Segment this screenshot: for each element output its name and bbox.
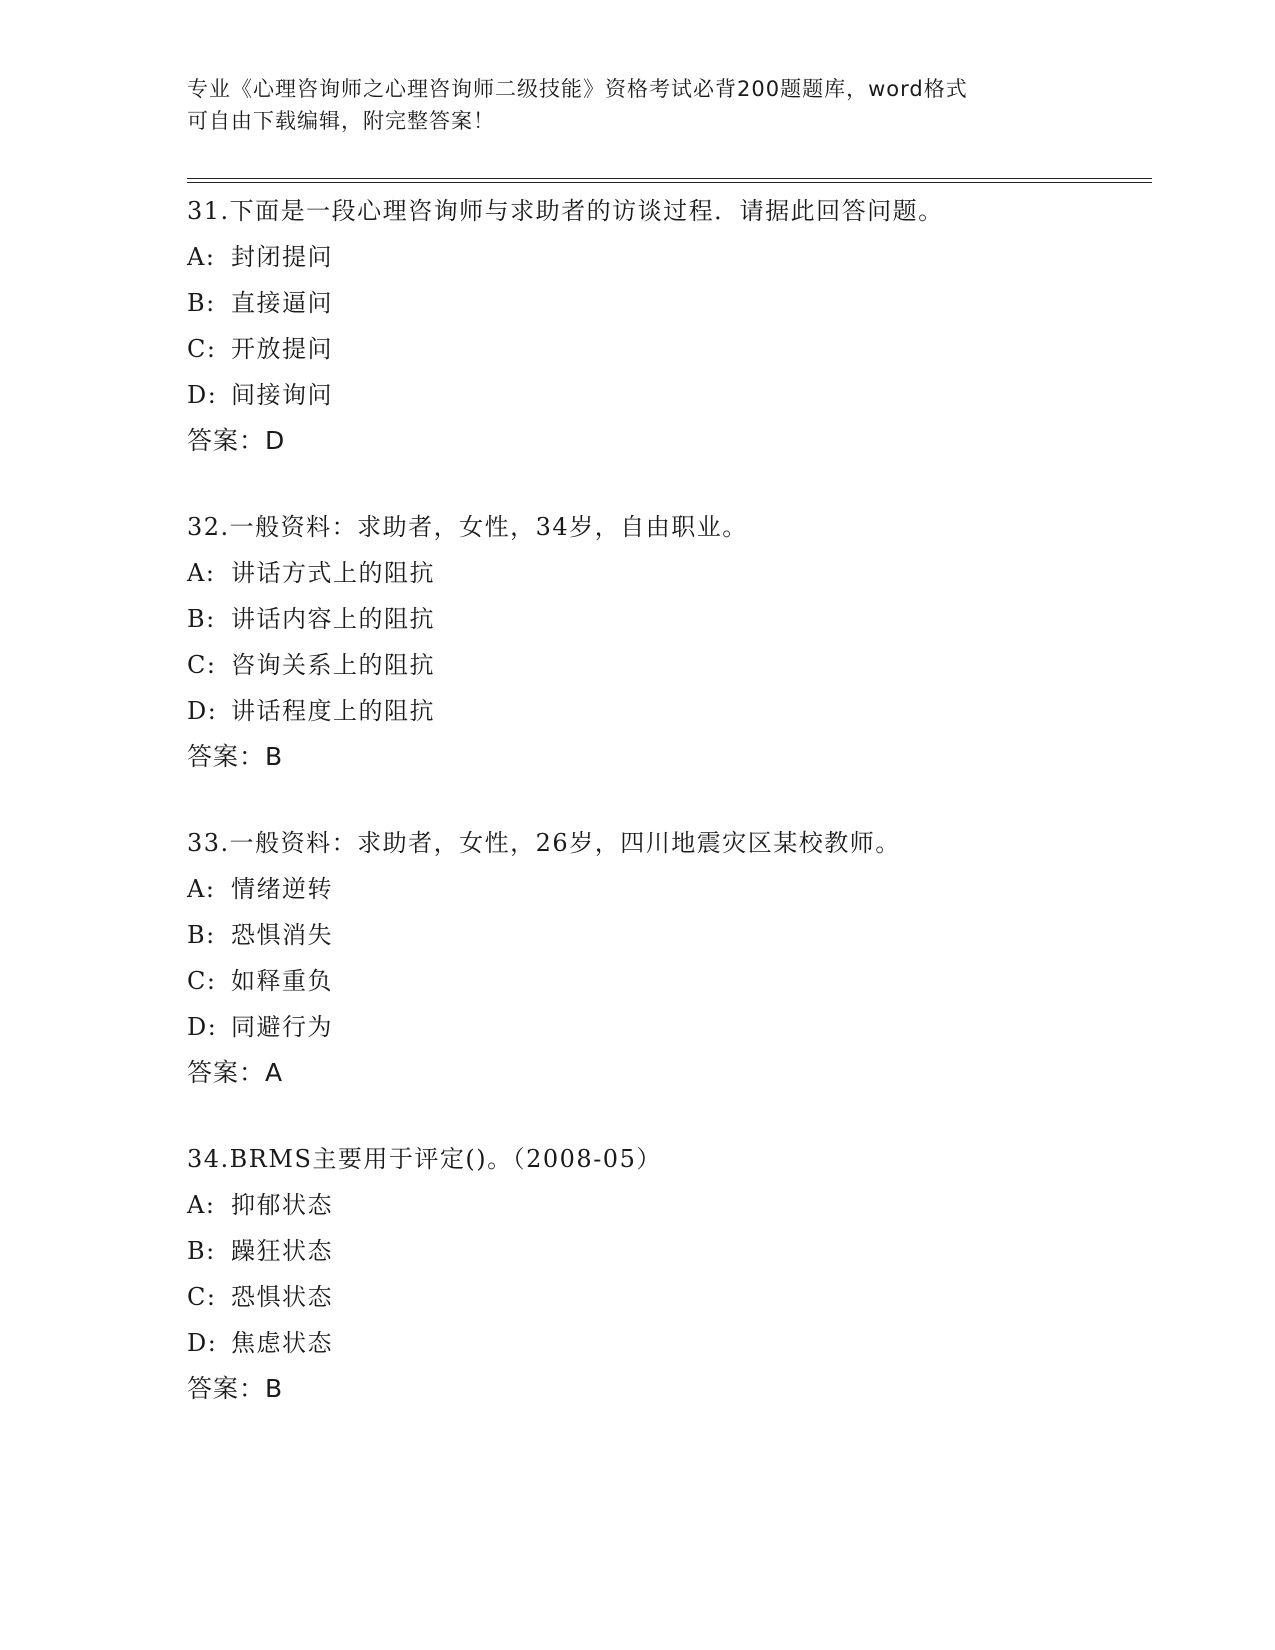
answer-line: 答案：A bbox=[187, 1058, 284, 1087]
option-letter: A: bbox=[187, 243, 216, 271]
option-text: 间接询问 bbox=[231, 381, 333, 409]
option-d bbox=[187, 372, 1187, 418]
option-text: 同避行为 bbox=[231, 1013, 333, 1041]
option-a bbox=[187, 550, 1187, 596]
option-text: 封闭提问 bbox=[231, 243, 333, 271]
answer-line: 答案：D bbox=[187, 426, 286, 455]
option-text: 焦虑状态 bbox=[231, 1329, 333, 1357]
option-letter: A: bbox=[187, 1191, 216, 1219]
option-d bbox=[187, 1320, 1187, 1366]
header-line-1: 专业《心理咨询师之心理咨询师二级技能》资格考试必背200题题库，word格式 bbox=[187, 77, 968, 101]
option-letter: C: bbox=[187, 1283, 217, 1311]
option-text: 直接逼问 bbox=[231, 289, 333, 317]
option-letter: B: bbox=[187, 1237, 216, 1265]
option-c bbox=[187, 326, 1187, 372]
question-stem: 33.一般资料：求助者，女性，26岁，四川地震灾区某校教师。 bbox=[187, 829, 901, 857]
option-letter: D: bbox=[187, 697, 218, 725]
header-line-2: 可自由下载编辑，附完整答案！ bbox=[187, 109, 495, 133]
option-letter: D: bbox=[187, 1329, 218, 1357]
option-letter: A: bbox=[187, 875, 216, 903]
option-letter: B: bbox=[187, 921, 216, 949]
header-divider-thick bbox=[187, 178, 1152, 179]
option-c bbox=[187, 1274, 1187, 1320]
option-d bbox=[187, 688, 1187, 734]
option-text: 抑郁状态 bbox=[231, 1191, 333, 1219]
option-a bbox=[187, 866, 1187, 912]
option-letter: C: bbox=[187, 335, 217, 363]
option-text: 开放提问 bbox=[231, 335, 333, 363]
question-32 bbox=[187, 504, 1187, 780]
option-a bbox=[187, 234, 1187, 280]
option-letter: D: bbox=[187, 1013, 218, 1041]
question-stem: 32.一般资料：求助者，女性，34岁，自由职业。 bbox=[187, 513, 748, 541]
option-b bbox=[187, 1228, 1187, 1274]
option-d bbox=[187, 1004, 1187, 1050]
option-text: 恐惧状态 bbox=[231, 1283, 333, 1311]
option-text: 讲话内容上的阻抗 bbox=[231, 605, 435, 633]
question-33 bbox=[187, 820, 1187, 1096]
option-letter: A: bbox=[187, 559, 216, 587]
option-letter: B: bbox=[187, 605, 216, 633]
answer-line: 答案：B bbox=[187, 1374, 284, 1403]
question-stem: 31.下面是一段心理咨询师与求助者的访谈过程．请据此回答问题。 bbox=[187, 197, 944, 225]
document-header bbox=[187, 73, 1067, 137]
option-letter: C: bbox=[187, 651, 217, 679]
question-31 bbox=[187, 188, 1187, 464]
option-c bbox=[187, 958, 1187, 1004]
question-list bbox=[187, 188, 1187, 1452]
option-b bbox=[187, 912, 1187, 958]
option-text: 情绪逆转 bbox=[231, 875, 333, 903]
option-text: 躁狂状态 bbox=[231, 1237, 333, 1265]
header-divider-thin bbox=[187, 182, 1152, 183]
question-34 bbox=[187, 1136, 1187, 1412]
option-b bbox=[187, 596, 1187, 642]
option-b bbox=[187, 280, 1187, 326]
option-text: 咨询关系上的阻抗 bbox=[231, 651, 435, 679]
option-text: 讲话方式上的阻抗 bbox=[231, 559, 435, 587]
answer-line: 答案：B bbox=[187, 742, 284, 771]
question-stem: 34.BRMS主要用于评定()。（2008-05） bbox=[187, 1145, 662, 1173]
option-letter: D: bbox=[187, 381, 218, 409]
option-c bbox=[187, 642, 1187, 688]
option-letter: B: bbox=[187, 289, 216, 317]
option-a bbox=[187, 1182, 1187, 1228]
option-letter: C: bbox=[187, 967, 217, 995]
option-text: 讲话程度上的阻抗 bbox=[231, 697, 435, 725]
option-text: 恐惧消失 bbox=[231, 921, 333, 949]
option-text: 如释重负 bbox=[231, 967, 333, 995]
